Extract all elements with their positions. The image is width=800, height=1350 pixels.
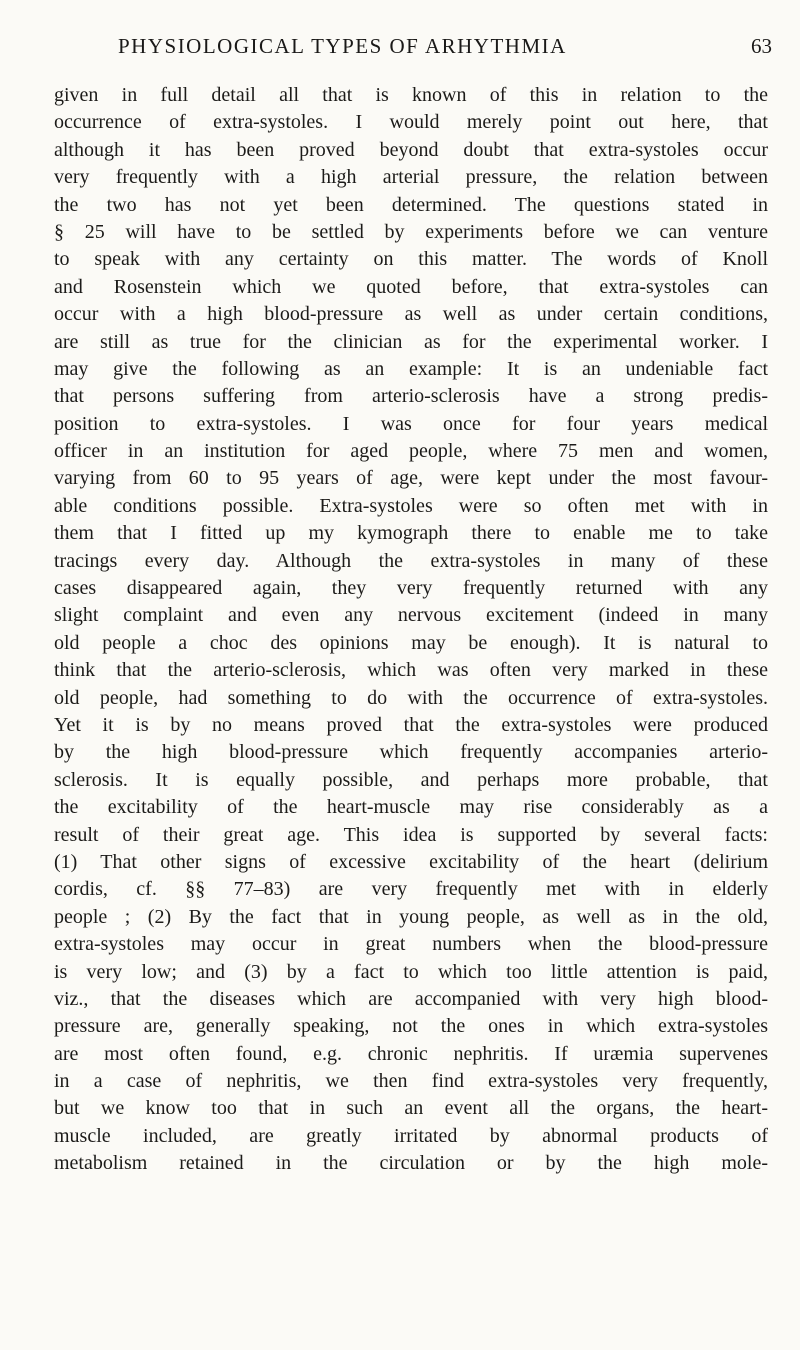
text-line-7: to speak with any certainty on this matter. The words of Knoll [54, 248, 768, 271]
text-line-25: by the high blood-pressure which frequently accompanies arterio- [54, 741, 768, 764]
text-line-19: cases disappeared again, they very frequently returned with any [54, 577, 768, 600]
text-line-16: able conditions possible. Extra-systoles were so often met with in [54, 494, 768, 517]
body-text [54, 82, 768, 1178]
text-line-26: sclerosis. It is equally possible, and perhaps more probable, that [54, 768, 768, 791]
text-line-11: may give the following as an example: It is an undeniable fact [54, 357, 768, 380]
text-line-37: in a case of nephritis, we then find extra-systoles very frequently, [54, 1070, 768, 1093]
text-line-4: very frequently with a high arterial pressure, the relation between [54, 166, 768, 189]
text-line-9: occur with a high blood-pressure as well as under certain conditions, [54, 303, 768, 326]
text-line-38: but we know too that in such an event all the organs, the heart- [54, 1097, 768, 1120]
text-line-32: extra-systoles may occur in great numbers when the blood-pressure [54, 933, 768, 956]
text-line-1: given in full detail all that is known of this in relation to the [54, 84, 768, 106]
text-line-20: slight complaint and even any nervous excitement (indeed in many [54, 604, 768, 627]
text-line-22: think that the arterio-sclerosis, which was often very marked in these [54, 659, 768, 682]
text-line-35: pressure are, generally speaking, not the ones in which extra-systoles [54, 1015, 768, 1038]
text-line-12: that persons suffering from arterio-sclerosis have a strong predis- [54, 385, 768, 408]
text-line-8: and Rosenstein which we quoted before, that extra-systoles can [54, 275, 768, 298]
text-line-33: is very low; and (3) by a fact to which too little attention is paid, [54, 960, 768, 983]
text-line-27: the excitability of the heart-muscle may rise considerably as a [54, 796, 768, 819]
text-line-10: are still as true for the clinician as for the experimental worker. I [54, 330, 768, 353]
text-line-39: muscle included, are greatly irritated by abnormal products of [54, 1124, 768, 1147]
text-line-30: cordis, cf. §§ 77–83) are very frequently met with in elderly [54, 878, 768, 901]
text-line-13: position to extra-systoles. I was once for four years medical [54, 412, 768, 435]
running-title: PHYSIOLOGICAL TYPES OF ARHYTHMIA [118, 34, 567, 58]
text-line-40: metabolism retained in the circulation or by the high mole- [54, 1152, 768, 1175]
text-line-15: varying from 60 to 95 years of age, were kept under the most favour- [54, 467, 768, 490]
text-line-34: viz., that the diseases which are accompanied with very high blood- [54, 987, 768, 1010]
text-line-29: (1) That other signs of excessive excitability of the heart (delirium [54, 850, 768, 873]
text-line-14: officer in an institution for aged people, where 75 men and women, [54, 440, 768, 463]
text-line-17: them that I fitted up my kymograph there to enable me to take [54, 522, 768, 545]
text-line-6: § 25 will have to be settled by experiments before we can venture [54, 220, 768, 243]
text-line-31: people ; (2) By the fact that in young people, as well as in the old, [54, 905, 768, 928]
text-line-23: old people, had something to do with the occurrence of extra-systoles. [54, 686, 768, 709]
text-line-24: Yet it is by no means proved that the extra-systoles were produced [54, 713, 768, 736]
page-number: 63 [751, 34, 772, 58]
text-line-2: occurrence of extra-systoles. I would merely point out here, that [54, 111, 768, 134]
text-line-36: are most often found, e.g. chronic nephritis. If uræmia supervenes [54, 1042, 768, 1065]
text-line-28: result of their great age. This idea is supported by several facts: [54, 823, 768, 846]
text-line-21: old people a choc des opinions may be enough). It is natural to [54, 631, 768, 654]
text-line-5: the two has not yet been determined. The questions stated in [54, 193, 768, 216]
text-line-3: although it has been proved beyond doubt that extra-systoles occur [54, 138, 768, 161]
text-line-18: tracings every day. Although the extra-systoles in many of these [54, 549, 768, 572]
